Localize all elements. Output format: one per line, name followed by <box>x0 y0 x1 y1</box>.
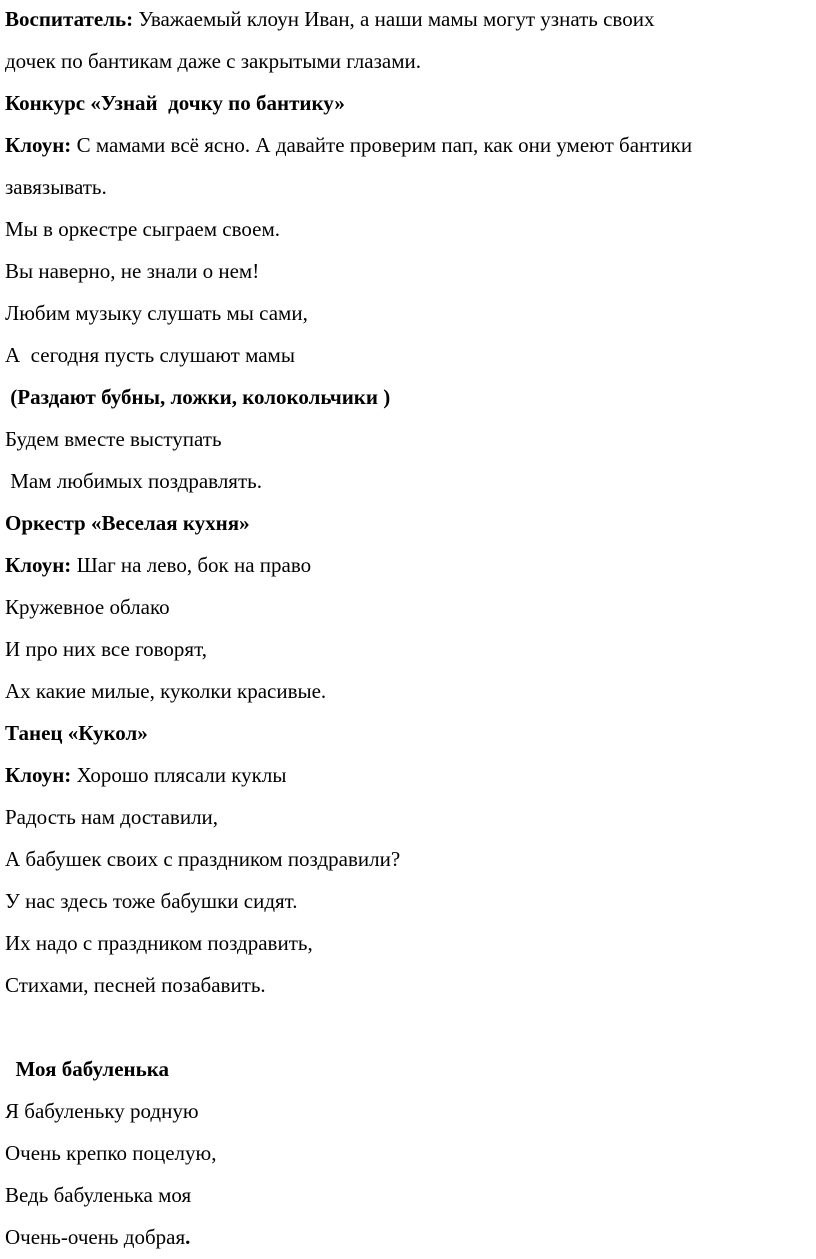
line-text: Мы в оркестре сыграем своем. <box>5 217 280 241</box>
dialogue-line <box>5 132 692 158</box>
poem-line <box>5 300 308 326</box>
poem-line <box>5 678 326 704</box>
dialogue-line <box>5 762 286 788</box>
dialogue-line <box>5 6 654 32</box>
line-text: И про них все говорят, <box>5 637 207 661</box>
line-text: Любим музыку слушать мы сами, <box>5 301 308 325</box>
line-text: Ах какие милые, куколки красивые. <box>5 679 327 703</box>
line-text: С мамами всё ясно. А давайте проверим пап, как они умеют бантики <box>71 133 693 157</box>
heading-text: Оркестр «Веселая кухня» <box>5 511 250 535</box>
dialogue-line <box>5 552 311 578</box>
poem-line <box>5 888 298 914</box>
line-text: Стихами, песней позабавить. <box>5 973 266 997</box>
poem-line <box>5 1182 191 1208</box>
line-text: дочек по бантикам даже с закрытыми глазами. <box>5 49 421 73</box>
section-heading <box>5 1056 169 1082</box>
line-text: А бабушек своих с праздником поздравили? <box>5 847 401 871</box>
poem-line <box>5 258 259 284</box>
line-text: Кружевное облако <box>5 595 170 619</box>
poem-line <box>5 426 222 452</box>
line-text: Радость нам доставили, <box>5 805 219 829</box>
line-text: А сегодня пусть слушают мамы <box>5 343 295 367</box>
poem-line <box>5 804 218 830</box>
line-text: Уважаемый клоун Иван, а наши мамы могут узнать своих <box>133 7 655 31</box>
poem-line <box>5 636 207 662</box>
line-text: Очень-очень добрая <box>5 1225 186 1249</box>
line-text: Шаг на лево, бок на право <box>71 553 312 577</box>
poem-line <box>5 972 266 998</box>
line-text: Ведь бабуленька моя <box>5 1183 192 1207</box>
speaker-label: Клоун: <box>5 763 72 787</box>
poem-line <box>5 1140 216 1166</box>
line-tail: . <box>185 1225 191 1249</box>
poem-line <box>5 1224 190 1250</box>
poem-line <box>5 468 262 494</box>
line-text: Хорошо плясали куклы <box>71 763 287 787</box>
poem-line <box>5 216 280 242</box>
poem-line <box>5 594 170 620</box>
poem-line <box>5 1098 199 1124</box>
heading-text: Моя бабуленька <box>5 1057 170 1081</box>
line-text: Очень крепко поцелую, <box>5 1141 217 1165</box>
line-text: Мам любимых поздравлять. <box>5 469 262 493</box>
line-text: завязывать. <box>5 175 107 199</box>
stage-direction <box>5 384 390 410</box>
dialogue-line <box>5 48 421 74</box>
line-text: Вы наверно, не знали о нем! <box>5 259 260 283</box>
section-heading <box>5 720 148 746</box>
poem-line <box>5 846 400 872</box>
poem-line <box>5 930 313 956</box>
heading-text: Конкурс «Узнай дочку по бантику» <box>5 91 345 115</box>
poem-line <box>5 342 295 368</box>
section-heading <box>5 510 250 536</box>
heading-text: Танец «Кукол» <box>5 721 148 745</box>
line-text: Будем вместе выступать <box>5 427 222 451</box>
heading-text: (Раздают бубны, ложки, колокольчики ) <box>5 385 391 409</box>
section-heading <box>5 90 345 116</box>
speaker-label: Клоун: <box>5 553 72 577</box>
line-text: У нас здесь тоже бабушки сидят. <box>5 889 298 913</box>
dialogue-line <box>5 174 107 200</box>
line-text: Я бабуленьку родную <box>5 1099 199 1123</box>
speaker-label: Клоун: <box>5 133 72 157</box>
speaker-label: Воспитатель: <box>5 7 134 31</box>
line-text: Их надо с праздником поздравить, <box>5 931 313 955</box>
